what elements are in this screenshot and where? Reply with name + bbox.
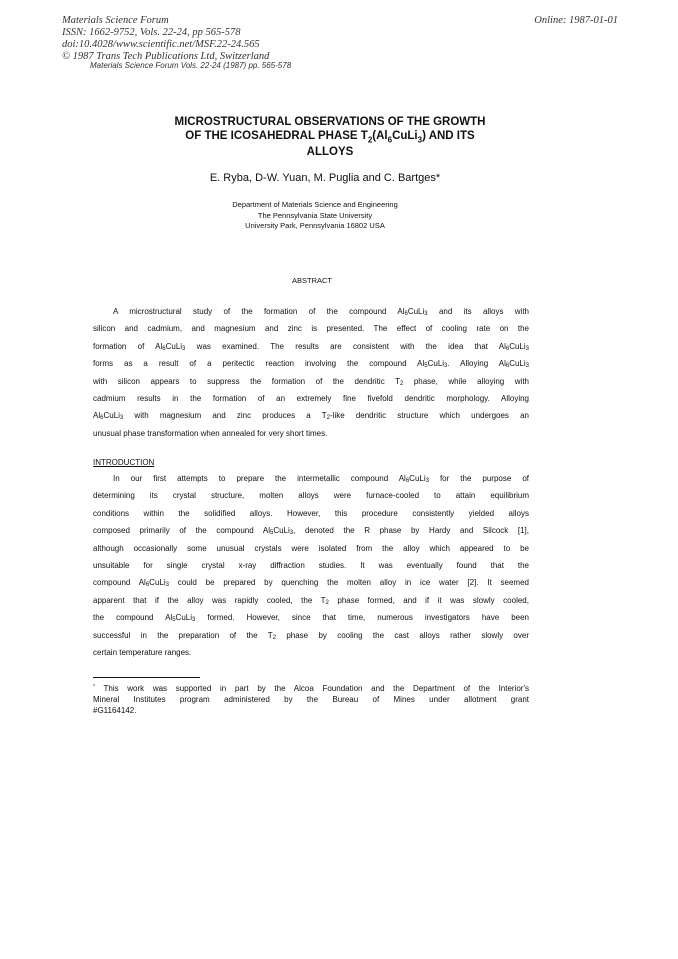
intro-line: In our first attempts to prepare the intermetallic compound $Al_6CuLi_3$ for the purpose of bbox=[113, 474, 529, 484]
abstract-line: silicon and cadmium, and magnesium and zinc is presented. The effect of cooling rate on the bbox=[93, 324, 529, 334]
intro-line: conditions within the solidified alloys. However, this procedure consistently yielded alloys bbox=[93, 508, 529, 518]
abstract-line: $Al_6CuLi_3$ with magnesium and zinc produces a $T_2$-like dendritic structure which undergoes an bbox=[93, 411, 529, 422]
title-line-3: ALLOYS bbox=[306, 146, 354, 159]
intro-line: determining its crystal structure, molten alloys were furnace-cooled to attain equilibrium bbox=[93, 491, 529, 501]
intro-line: apparent that if the alloy was rapidly cooled, the $T_2$ phase formed, and if it was slowly cooled, bbox=[93, 595, 529, 606]
intro-line: successful in the preparation of the $T_2$ phase by cooling the cast alloys rather slowly over bbox=[93, 630, 529, 641]
author-list: E. Ryba, D-W. Yuan, M. Puglia and C. Bartges* bbox=[209, 172, 441, 184]
affiliation-university: The Pennsylvania State University bbox=[257, 210, 373, 220]
intro-line: unsuitable for single crystal x-ray diffraction studies. It was eventually found that the bbox=[93, 560, 529, 570]
abstract-line: with silicon appears to suppress the formation of the dendritic $T_2$ phase, while alloying with bbox=[93, 376, 530, 387]
abstract-line: forms as a result of a peritectic reaction involving the compound $Al_5CuLi_3$. Alloying $Al_6CuLi_3$ bbox=[93, 359, 529, 370]
journal-name: Materials Science Forum bbox=[62, 15, 169, 26]
affiliation-address: University Park, Pennsylvania 16802 USA bbox=[245, 221, 385, 230]
footnote-line: #G1164142. bbox=[93, 706, 137, 715]
title-line-2: OF THE ICOSAHEDRAL PHASE $T_2(Al_6CuLi_3)$ AND ITS bbox=[185, 129, 475, 144]
abstract-line: unusual phase transformation when annealed for very short times. bbox=[93, 428, 328, 438]
affiliation-department: Department of Materials Science and Engineering bbox=[232, 200, 398, 209]
footnote-marker: * bbox=[93, 684, 95, 690]
intro-line: although occasionally some unusual crystals were isolated from the alloy which appeared to be bbox=[93, 543, 529, 553]
footnote-line: * This work was supported in part by the Alcoa Foundation and the Department of the Interior's bbox=[93, 684, 529, 693]
footnote-rule bbox=[93, 677, 200, 678]
abstract-body bbox=[93, 303, 529, 442]
introduction-body bbox=[93, 470, 529, 661]
abstract-line: A microstructural study of the formation of the compound $Al_6CuLi_3$ and its alloys with bbox=[113, 307, 530, 317]
abstract-line: formation of $Al_6CuLi_3$ was examined. The results are consistent with the idea that $Al_6CuLi_3$ bbox=[93, 341, 529, 352]
footnote-line: Mineral Institutes program administered by the Bureau of Mines under allotment grant bbox=[93, 695, 529, 704]
issn-line: ISSN: 1662-9752, Vols. 22-24, pp 565-578 bbox=[62, 27, 241, 38]
abstract-heading: ABSTRACT bbox=[291, 276, 332, 285]
intro-line: compound $Al_6CuLi_3$ could be prepared by quenching the molten alloy in ice water [2]. It seemed bbox=[93, 578, 529, 589]
doi-line: doi:10.4028/www.scientific.net/MSF.22-24.565 bbox=[62, 39, 260, 50]
affiliation bbox=[150, 200, 480, 232]
introduction-heading: INTRODUCTION bbox=[93, 458, 155, 467]
intro-line: certain temperature ranges. bbox=[93, 647, 192, 657]
abstract-line: cadmium results in the formation of an extremely fine fivefold dendritic morphology. Alloying bbox=[93, 393, 529, 403]
footnote bbox=[93, 683, 529, 716]
running-head: Materials Science Forum Vols. 22-24 (1987) pp. 565-578 bbox=[90, 61, 292, 70]
publication-info bbox=[62, 15, 269, 63]
paper-title bbox=[110, 116, 550, 160]
title-line-1: MICROSTRUCTURAL OBSERVATIONS OF THE GROWTH bbox=[174, 116, 486, 128]
online-date: Online: 1987-01-01 bbox=[534, 15, 618, 26]
copyright-line: © 1987 Trans Tech Publications Ltd, Switzerland bbox=[62, 51, 270, 62]
intro-line: composed primarily of the compound $Al_5CuLi_3$, denoted the R phase by Hardy and Silcock [1], bbox=[93, 526, 529, 537]
intro-line: the compound $Al_5CuLi_3$ formed. However, since that time, numerous investigators have been bbox=[93, 613, 529, 624]
